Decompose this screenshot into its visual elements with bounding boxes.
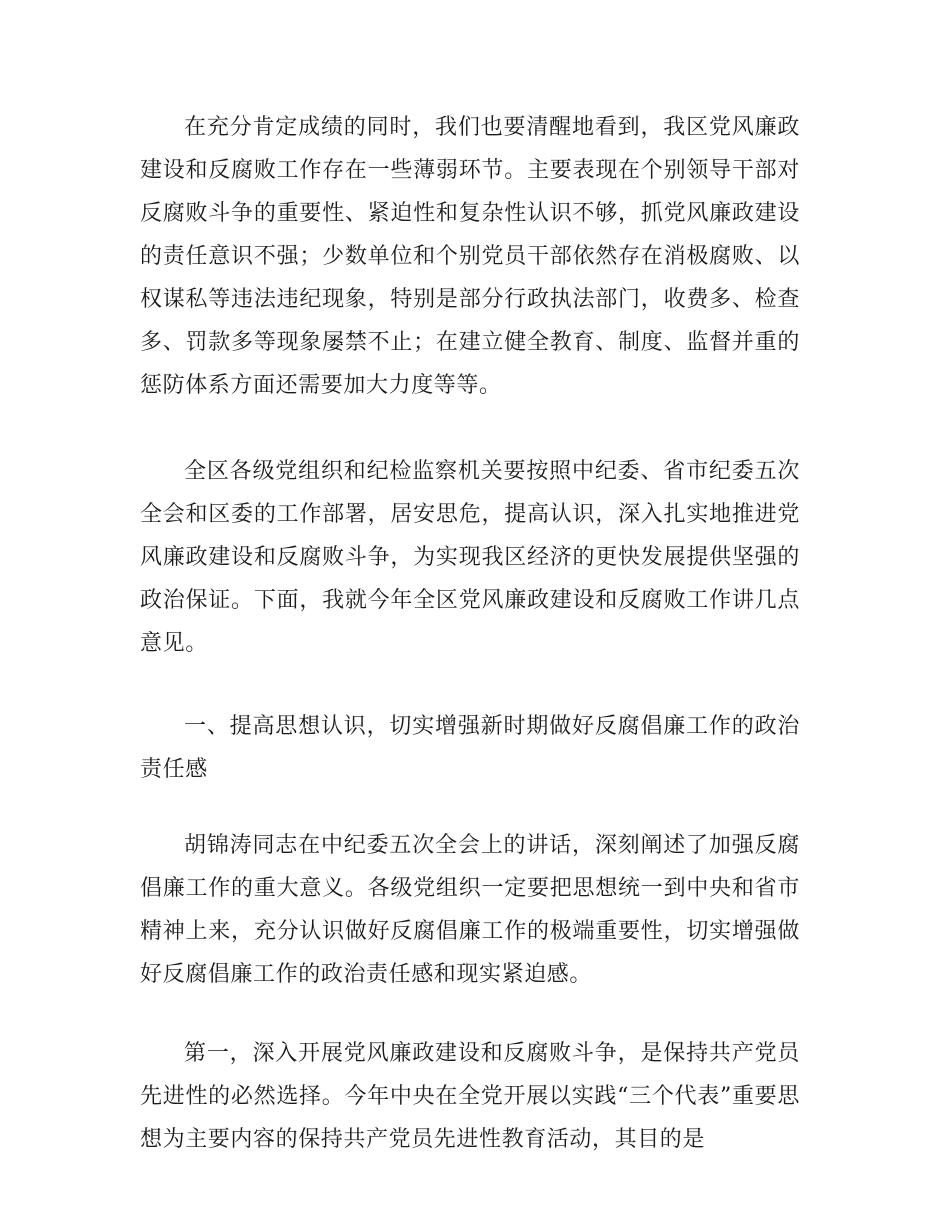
paragraph-hu-speech: 胡锦涛同志在中纪委五次全会上的讲话，深刻阐述了加强反腐倡廉工作的重大意义。各级党组织一定要把思想统一到中央和省市精神上来，充分认识做好反腐倡廉工作的极端重要性，切实增强做好反腐倡廉工作的政治责任感和现实紧迫感。: [140, 833, 800, 987]
section-heading-1: 一、提高思想认识，切实增强新时期做好反腐倡廉工作的政治责任感: [140, 714, 800, 782]
paragraph-work-deployment: 全区各级党组织和纪检监察机关要按照中纪委、省市纪委五次全会和区委的工作部署，居安思危，提高认识，深入扎实地推进党风廉政建设和反腐败斗争，为实现我区经济的更快发展提供坚强的政治保证。下面，我就今年全区党风廉政建设和反腐败工作讲几点意见。: [140, 459, 800, 656]
document-body: [140, 106, 800, 1161]
paragraph-first-point: 第一，深入开展党风廉政建设和反腐败斗争，是保持共产党员先进性的必然选择。今年中央在全党开展以实践“三个代表”重要思想为主要内容的保持共产党员先进性教育活动，其目的是: [140, 1041, 800, 1152]
paragraph-weak-links: 在充分肯定成绩的同时，我们也要清醒地看到，我区党风廉政建设和反腐败工作存在一些薄弱环节。主要表现在个别领导干部对反腐败斗争的重要性、紧迫性和复杂性认识不够，抓党风廉政建设的责任意识不强；少数单位和个别党员干部依然存在消极腐败、以权谋私等违法违纪现象，特别是部分行政执法部门，收费多、检查多、罚款多等现象屡禁不止；在建立健全教育、制度、监督并重的惩防体系方面还需要加大力度等等。: [140, 115, 800, 398]
